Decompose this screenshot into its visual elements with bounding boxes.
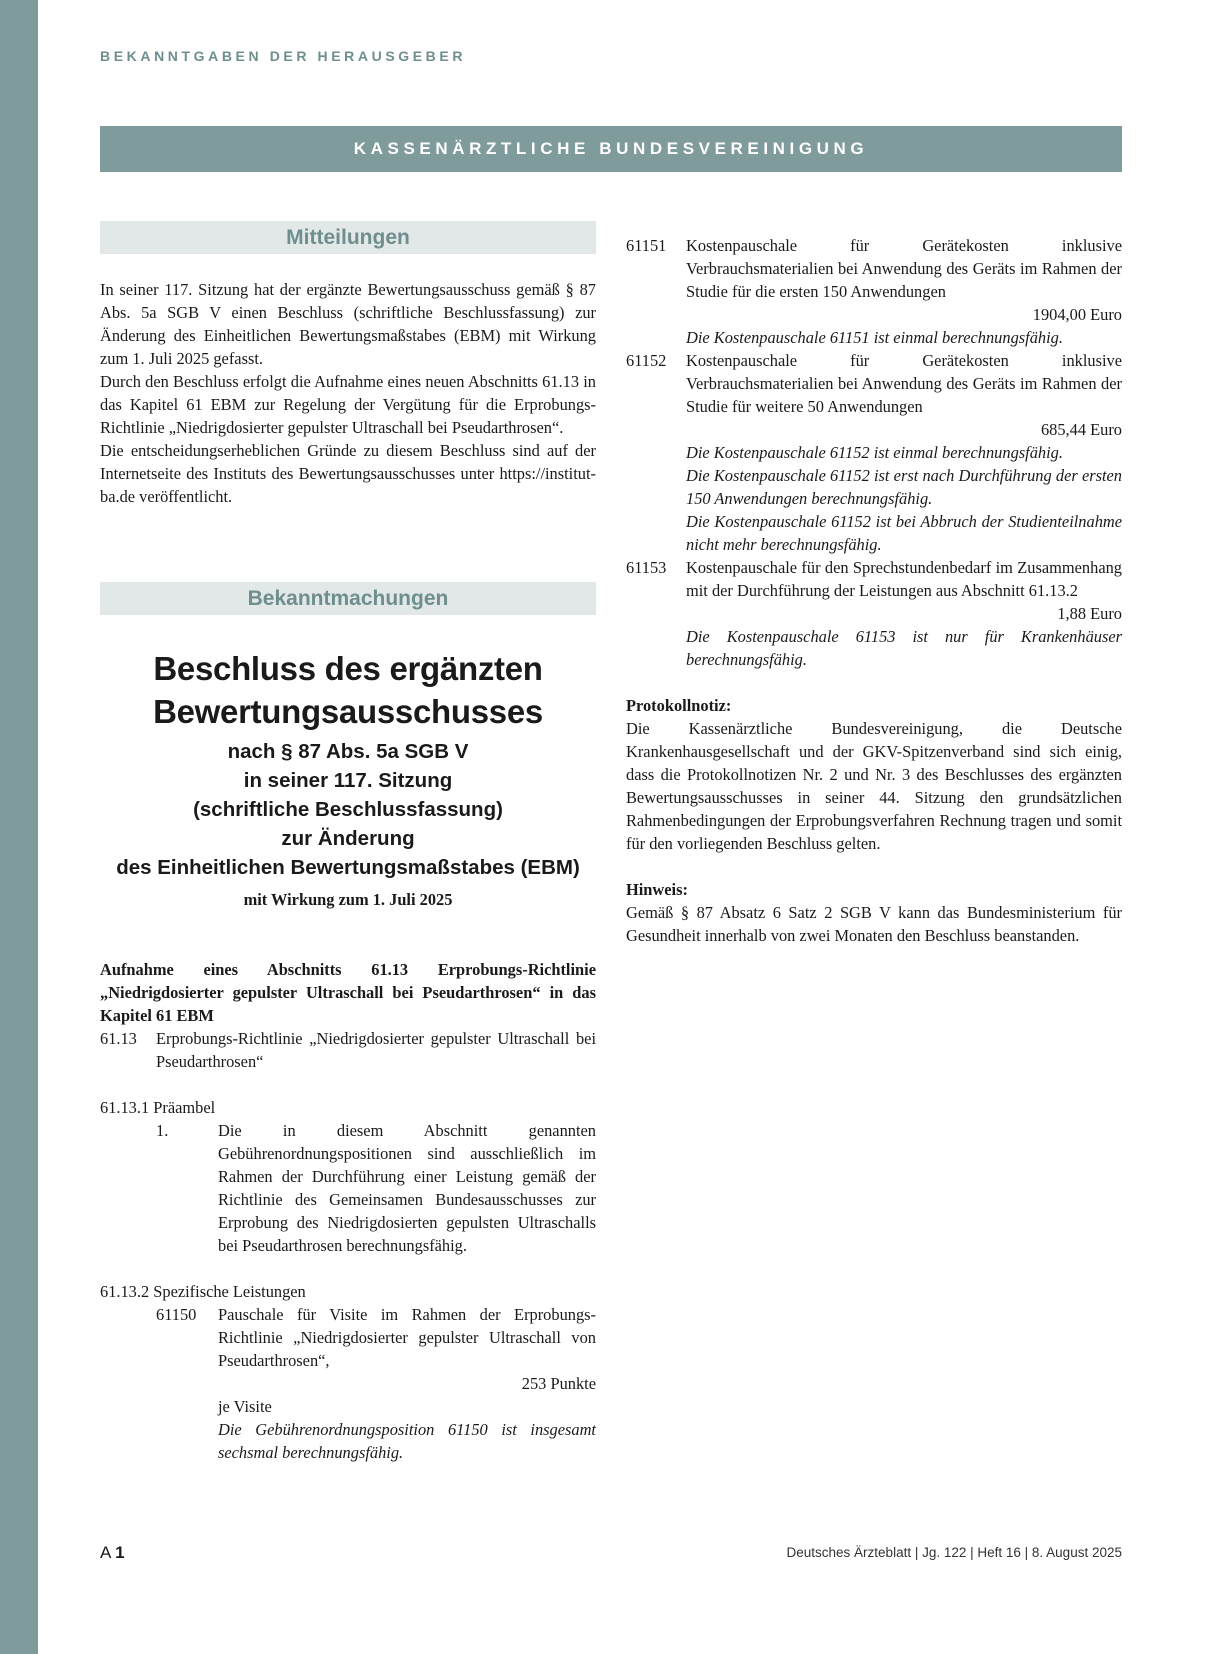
decision-title-line-2: Bewertungsausschusses bbox=[153, 693, 543, 730]
gop-61152-text: Kostenpauschale für Gerätekosten inklusive Verbrauchsmaterialien bei Anwendung des Geräts im Rahmen der Studie für weitere 50 Anwendungen bbox=[686, 351, 1122, 416]
gop-61150 bbox=[156, 1303, 596, 1464]
gop-61153-note: Die Kostenpauschale 61153 ist nur für Krankenhäuser berechnungsfähig. bbox=[686, 627, 1122, 669]
page-prefix: A bbox=[100, 1543, 111, 1562]
protokoll-label: Protokollnotiz: bbox=[626, 696, 732, 715]
page-edge-band bbox=[0, 0, 38, 1654]
organization-banner: KASSENÄRZTLICHE BUNDESVEREINIGUNG bbox=[100, 126, 1122, 172]
left-column bbox=[100, 221, 596, 1464]
section-6113-text: Erprobungs-Richtlinie „Niedrigdosierter gepulster Ultraschall bei Pseudarthrosen“ bbox=[156, 1029, 596, 1071]
section-61132-label: 61.13.2 Spezifische Leistungen bbox=[100, 1282, 306, 1301]
section-61131-label: 61.13.1 Präambel bbox=[100, 1098, 216, 1117]
gop-61152 bbox=[626, 349, 1122, 556]
section-heading-6113: Aufnahme eines Abschnitts 61.13 Erprobungs-Richtlinie „Niedrigdosierter gepulster Ultraschall bei Pseudarthrosen“ in das Kapitel 61 EBM bbox=[100, 960, 596, 1025]
mitteilungen-heading: Mitteilungen bbox=[100, 221, 596, 254]
protokoll-text: Die Kassenärztliche Bundesvereinigung, die Deutsche Krankenhausgesellschaft und der GKV-Spitzenverband sind sich einig, dass die Protokollnotizen Nr. 2 und Nr. 3 des Beschlusses des ergänzten Bewertungsausschusses in seiner 44. Sitzung den grundsätzlichen Rahmenbedingungen der Erprobungsverfahren Rechnung tragen und somit für den vorliegenden Beschluss gelten. bbox=[626, 719, 1122, 853]
gop-61152-number: 61152 bbox=[626, 351, 667, 370]
section-6113-number: 61.13 bbox=[100, 1029, 137, 1048]
decision-subtitle-line-2: in seiner 117. Sitzung bbox=[243, 769, 453, 792]
gop-61152-price: 685,44 Euro bbox=[1040, 420, 1122, 439]
journal-citation: Deutsches Ärzteblatt | Jg. 122 | Heft 16 | 8. August 2025 bbox=[786, 1545, 1122, 1560]
mitteilungen-paragraph-2: Durch den Beschluss erfolgt die Aufnahme eines neuen Abschnitts 61.13 in das Kapitel 61 EBM zur Regelung der Vergütung für die Erprobungs-Richtlinie „Niedrigdosierter gepulster Ultraschall bei Pseudarthrosen“. bbox=[100, 372, 596, 437]
preamble-item-text: Die in diesem Abschnitt genannten Gebührenordnungspositionen sind ausschließlich im Rahmen der Durchführung einer Leistung gemäß der Richtlinie des Gemeinsamen Bundesausschusses zur Erprobung des Niedrigdosierten gepulsten Ultraschalls bei Pseudarthrosen berechnungsfähig. bbox=[218, 1121, 596, 1255]
decision-title-line-1: Beschluss des ergänzten bbox=[153, 650, 543, 687]
mitteilungen-paragraph-3: Die entscheidungserheblichen Gründe zu diesem Beschluss sind auf der Internetseite des Instituts des Bewertungsausschusses unter https://institut-ba.de veröffentlicht. bbox=[100, 441, 596, 506]
gop-61150-text: Pauschale für Visite im Rahmen der Erprobungs-Richtlinie „Niedrigdosierter gepulster Ultraschall von Pseudarthrosen“, bbox=[218, 1305, 596, 1370]
gop-61150-price: 253 Punkte bbox=[521, 1374, 596, 1393]
gop-61151-text: Kostenpauschale für Gerätekosten inklusive Verbrauchsmaterialien bei Anwendung des Geräts im Rahmen der Studie für die ersten 150 Anwendungen bbox=[686, 236, 1122, 301]
right-column bbox=[626, 234, 1122, 947]
section-kicker: BEKANNTGABEN DER HERAUSGEBER bbox=[100, 48, 467, 64]
gop-61152-note-1: Die Kostenpauschale 61152 ist einmal berechnungsfähig. bbox=[686, 443, 1063, 462]
gop-61152-note-3: Die Kostenpauschale 61152 ist bei Abbruch der Studienteilnahme nicht mehr berechnungsfähig. bbox=[686, 512, 1122, 554]
gop-61151-price: 1904,00 Euro bbox=[1032, 305, 1122, 324]
preamble-item-1 bbox=[156, 1119, 596, 1257]
decision-subtitle-line-5: des Einheitlichen Bewertungsmaßstabes (EBM) bbox=[116, 856, 580, 879]
gop-61151-note: Die Kostenpauschale 61151 ist einmal berechnungsfähig. bbox=[686, 328, 1063, 347]
gop-61153-text: Kostenpauschale für den Sprechstundenbedarf im Zusammenhang mit der Durchführung der Leistungen aus Abschnitt 61.13.2 bbox=[686, 558, 1122, 600]
gop-61153-price: 1,88 Euro bbox=[1057, 604, 1122, 623]
page-number bbox=[100, 1543, 125, 1563]
section-6113 bbox=[100, 1027, 596, 1073]
effective-date: mit Wirkung zum 1. Juli 2025 bbox=[243, 890, 453, 909]
bekanntmachungen-heading: Bekanntmachungen bbox=[100, 582, 596, 615]
decision-title bbox=[100, 647, 596, 733]
gop-61153-number: 61153 bbox=[626, 558, 667, 577]
decision-subtitle-line-4: zur Änderung bbox=[281, 827, 415, 850]
gop-61153 bbox=[626, 556, 1122, 671]
hinweis-label: Hinweis: bbox=[626, 880, 688, 899]
decision-subtitle bbox=[100, 737, 596, 882]
decision-subtitle-line-3: (schriftliche Beschlussfassung) bbox=[193, 798, 503, 821]
hinweis-text: Gemäß § 87 Absatz 6 Satz 2 SGB V kann das Bundesministerium für Gesundheit innerhalb von zwei Monaten den Beschluss beanstanden. bbox=[626, 903, 1122, 945]
gop-61150-note: Die Gebührenordnungsposition 61150 ist insgesamt sechsmal berechnungsfähig. bbox=[218, 1420, 596, 1462]
gop-61151-number: 61151 bbox=[626, 236, 667, 255]
page-number-value: 1 bbox=[115, 1543, 125, 1562]
gop-61151 bbox=[626, 234, 1122, 349]
gop-61150-number: 61150 bbox=[156, 1305, 197, 1324]
gop-61150-unit: je Visite bbox=[218, 1397, 272, 1416]
mitteilungen-paragraph-1: In seiner 117. Sitzung hat der ergänzte Bewertungsausschuss gemäß § 87 Abs. 5a SGB V einen Beschluss (schriftliche Beschlussfassung) zur Änderung des Einheitlichen Bewertungsmaßstabes (EBM) mit Wirkung zum 1. Juli 2025 gefasst. bbox=[100, 280, 596, 368]
decision-subtitle-line-1: nach § 87 Abs. 5a SGB V bbox=[227, 740, 469, 763]
preamble-item-number: 1. bbox=[156, 1121, 169, 1140]
gop-61152-note-2: Die Kostenpauschale 61152 ist erst nach Durchführung der ersten 150 Anwendungen berechnungsfähig. bbox=[686, 466, 1122, 508]
